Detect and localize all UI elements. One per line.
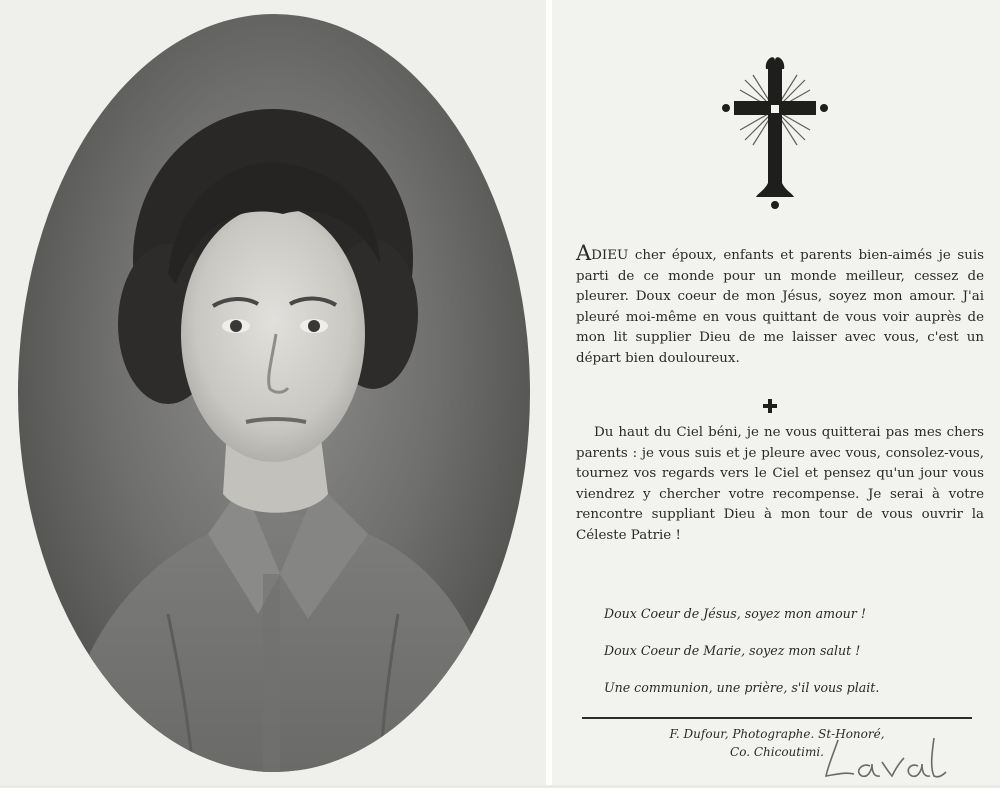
photographer-credit: F. Dufour, Photographe. St-Honoré, [669,727,885,741]
horizontal-rule [582,717,972,719]
drop-cap: A [576,241,592,265]
farewell-paragraph [576,243,984,370]
heaven-paragraph: Du haut du Ciel béni, je ne vous quitterai pas mes chers parents : je vous suis et je pleure avec vous, consolez-vous, tournez vos regards vers le Ciel et pensez qu'un jour vous viendrez y chercher votre recompense. Je serai à votre rencontre suppliant Dieu à mon tour de vous ouvrir la Céleste Patrie ! [576,425,984,543]
ornate-cross-icon [720,55,830,210]
oval-portrait-photo [18,14,530,772]
photographer-location: Co. Chicoutimi. [730,745,824,759]
prayer-line-communion: Une communion, une prière, s'il vous plait. [604,680,880,695]
memorial-card [552,0,1000,785]
portrait-illustration [18,14,530,772]
cross-separator-icon [762,398,778,414]
prayer-line-marie: Doux Coeur de Marie, soyez mon salut ! [604,643,861,658]
prayer-line-jesus: Doux Coeur de Jésus, soyez mon amour ! [604,606,866,621]
handwritten-signature [820,732,950,784]
farewell-paragraph-text: DIEU cher époux, enfants et parents bien-aimés je suis parti de ce monde pour un monde meilleur, cessez de pleurer. Doux coeur de mon Jésus, soyez mon amour. J'ai pleuré moi-même en vous quittant de vous voir auprès de mon lit supplier Dieu de me laisser avec vous, c'est un départ bien douloureux. [576,248,984,366]
